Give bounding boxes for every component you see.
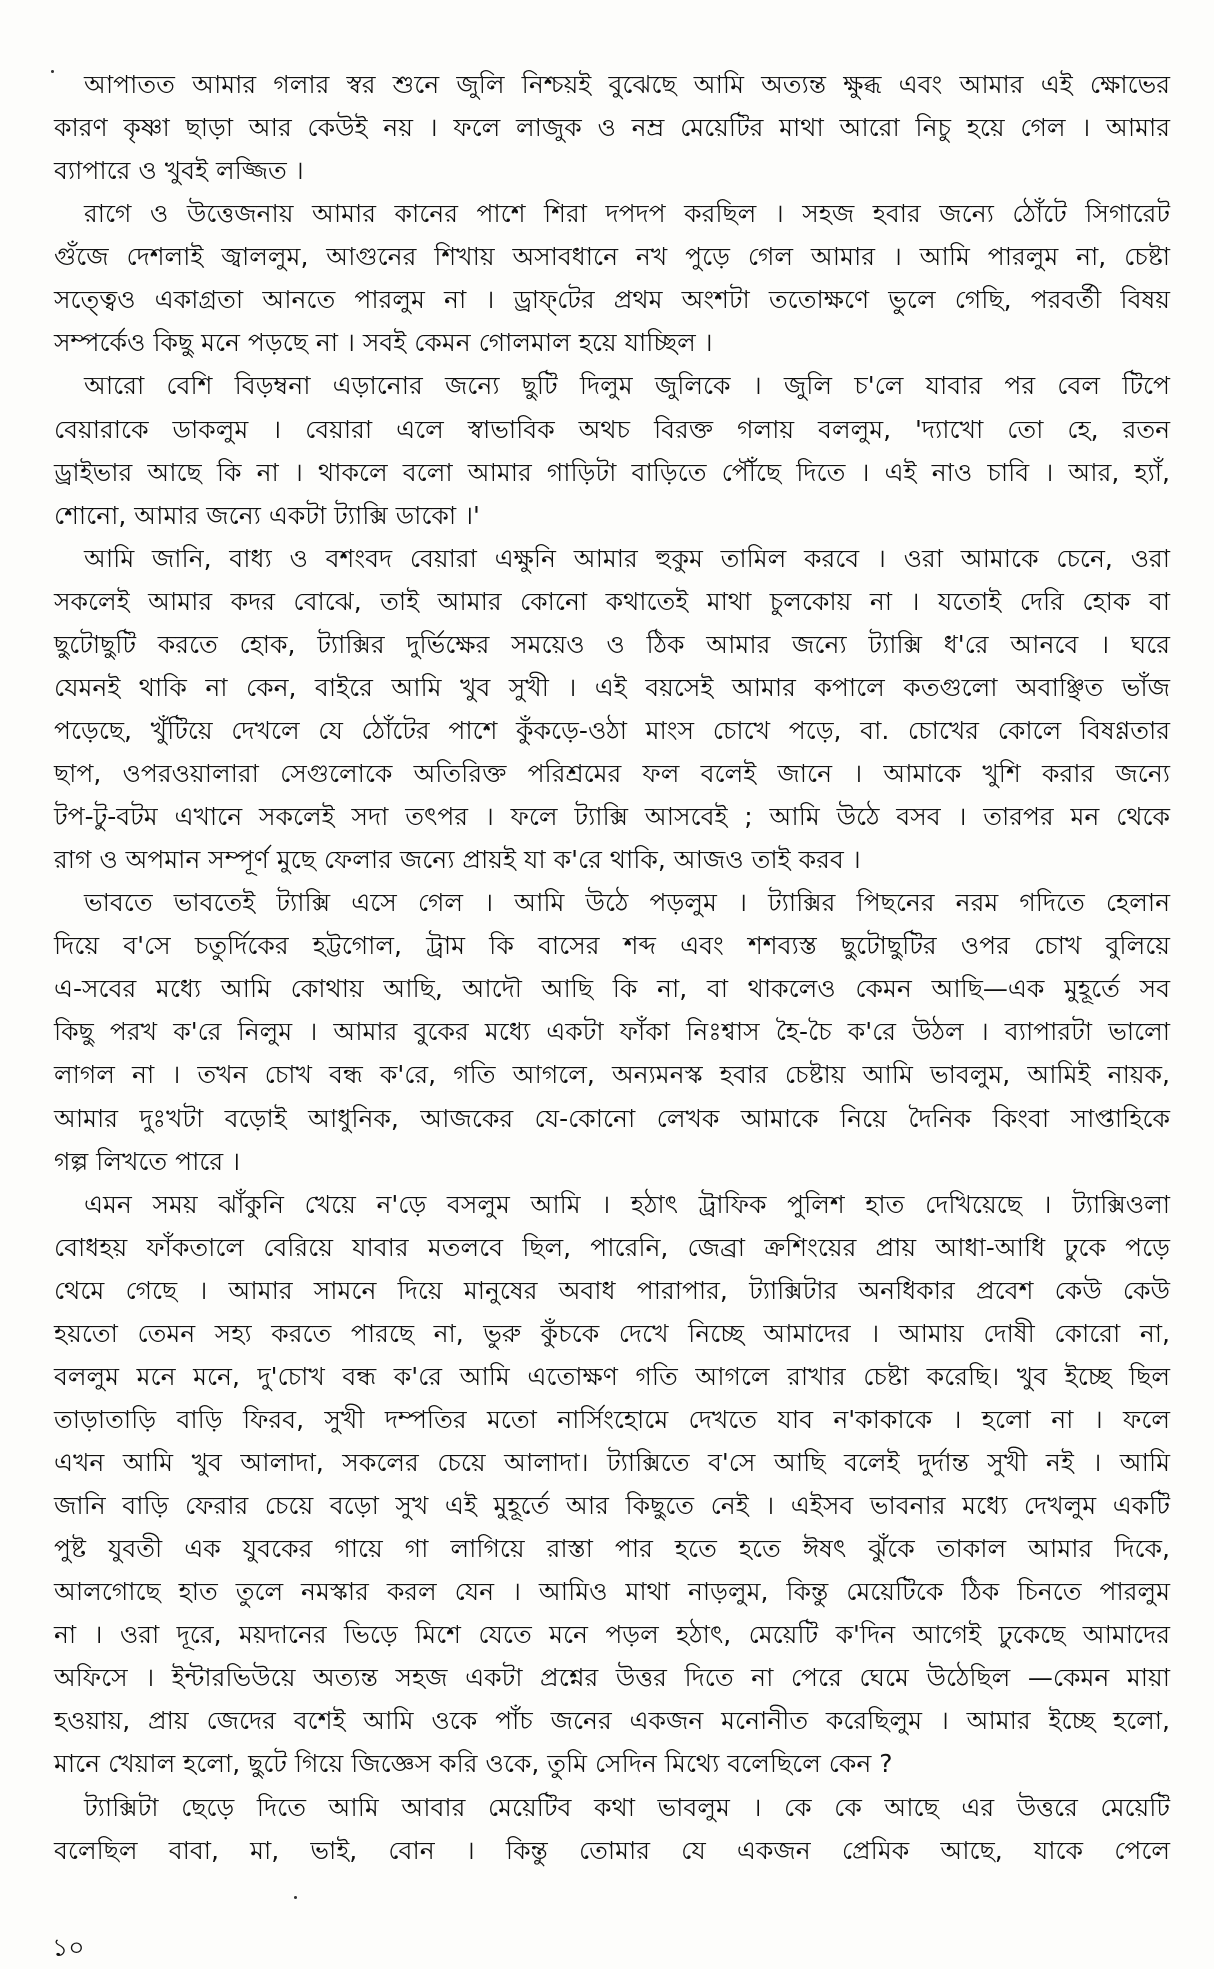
text-line: যেমনই থাকি না কেন, বাইরে আমি খুব সুখী । এই বয়সেই আমার কপালে কতগুলো অবাঞ্ছিত ভাঁজ: [54, 672, 1170, 702]
text-line: আরো বেশি বিড়ম্বনা এড়ানোর জন্যে ছুটি দিলুম জুলিকে । জুলি চ'লে যাবার পর বেল টিপে: [84, 371, 1170, 401]
text-line: ভাবতে ভাবতেই ট্যাক্সি এসে গেল । আমি উঠে পড়লুম । ট্যাক্সির পিছনের নরম গদিতে হেলান: [84, 888, 1170, 918]
text-line: কারণ কৃষ্ণা ছাড়া আর কেউই নয় । ফলে লাজুক ও নম্র মেয়েটির মাথা আরো নিচু হয়ে গেল । আমার: [54, 113, 1170, 143]
text-line: হয়তো তেমন সহ্য করতে পারছে না, ভুরু কুঁচকে দেখে নিচ্ছে আমাদের । আমায় দোষী কোরো না,: [54, 1318, 1170, 1348]
text-line: এ-সবের মধ্যে আমি কোথায় আছি, আদৌ আছি কি না, বা থাকলেও কেমন আছি—এক মুহূর্তে সব: [54, 974, 1170, 1004]
paragraph: [54, 881, 1170, 1182]
text-line: গুঁজে দেশলাই জ্বাললুম, আগুনের শিখায় অসাবধানে নখ পুড়ে গেল আমার । আমি পারলুম না, চেষ্টা: [54, 242, 1170, 272]
text-line: পুষ্ট যুবতী এক যুবকের গায়ে গা লাগিয়ে রাস্তা পার হতে হতে ঈষৎ ঝুঁকে তাকাল আমার দিকে,: [54, 1534, 1170, 1564]
scan-speck: [51, 70, 54, 73]
text-line: আমার দুঃখটা বড়োই আধুনিক, আজকের যে-কোনো লেখক আমাকে নিয়ে দৈনিক কিংবা সাপ্তাহিকে: [54, 1103, 1170, 1133]
text-line: শোনো, আমার জন্যে একটা ট্যাক্সি ডাকো ।': [54, 500, 480, 530]
text-line: বোধহয় ফাঁকতালে বেরিয়ে যাবার মতলবে ছিল, পারেনি, জেব্রা ক্রশিংয়ের প্রায় আধা-আধি ঢুকে পড়ে: [54, 1232, 1170, 1262]
text-line: আমি জানি, বাধ্য ও বশংবদ বেয়ারা এক্ষুনি আমার হুকুম তামিল করবে । ওরা আমাকে চেনে, ওরা: [84, 543, 1170, 573]
text-line: ড্রাইভার আছে কি না । থাকলে বলো আমার গাড়িটা বাড়িতে পৌঁছে দিতে । এই নাও চাবি । আর, হ্যাঁ,: [54, 457, 1170, 487]
paragraph: [54, 192, 1170, 364]
text-line: বেয়ারাকে ডাকলুম । বেয়ারা এলে স্বাভাবিক অথচ বিরক্ত গলায় বললুম, 'দ্যাখো তো হে, রতন: [54, 414, 1170, 444]
text-line: দিয়ে ব'সে চতুর্দিকের হট্টগোল, ট্রাম কি বাসের শব্দ এবং শশব্যস্ত ছুটোছুটির ওপর চোখ বুলিয়ে: [54, 931, 1170, 961]
text-line: হওয়ায়, প্রায় জেদের বশেই আমি ওকে পাঁচ জনের একজন মনোনীত করেছিলুম । আমার ইচ্ছে হলো,: [54, 1706, 1170, 1736]
text-line: এখন আমি খুব আলাদা, সকলের চেয়ে আলাদা। ট্যাক্সিতে ব'সে আছি বলেই দুর্দান্ত সুখী নই । আমি: [54, 1448, 1170, 1477]
text-line: টপ-টু-বটম এখানে সকলেই সদা তৎপর । ফলে ট্যাক্সি আসবেই ; আমি উঠে বসব । তারপর মন থেকে: [54, 802, 1170, 832]
text-line: বলেছিল বাবা, মা, ভাই, বোন । কিন্তু তোমার যে একজন প্রেমিক আছে, যাকে পেলে: [54, 1835, 1170, 1865]
paragraph: [54, 1786, 1170, 1872]
text-line: রাগ ও অপমান সম্পূর্ণ মুছে ফেলার জন্যে প্রায়ই যা ক'রে থাকি, আজও তাই করব ।: [54, 845, 861, 875]
text-line: ট্যাক্সিটা ছেড়ে দিতে আমি আবার মেয়েটিব কথা ভাবলুম । কে কে আছে এর উত্তরে মেয়েটি: [84, 1792, 1170, 1822]
text-line: সকলেই আমার কদর বোঝে, তাই আমার কোনো কথাতেই মাথা চুলকোয় না । যতোই দেরি হোক বা: [54, 586, 1170, 616]
paragraph: [54, 364, 1170, 536]
text-line: ব্যাপারে ও খুবই লজ্জিত ।: [54, 156, 304, 186]
text-line: আপাতত আমার গলার স্বর শুনে জুলি নিশ্চয়ই বুঝেছে আমি অত্যন্ত ক্ষুব্ধ এবং আমার এই ক্ষোভের: [84, 70, 1170, 99]
paragraph: [54, 537, 1170, 882]
text-line: রাগে ও উত্তেজনায় আমার কানের পাশে শিরা দপদপ করছিল । সহজ হবার জন্যে ঠোঁটে সিগারেট: [84, 199, 1170, 229]
text-line: আলগোছে হাত তুলে নমস্কার করল যেন । আমিও মাথা নাড়লুম, কিন্তু মেয়েটিকে ঠিক চিনতে পারলুম: [54, 1577, 1170, 1607]
text-line: অফিসে । ইন্টারভিউয়ে অত্যন্ত সহজ একটা প্রশ্নের উত্তর দিতে না পেরে ঘেমে উঠেছিল —কেমন মায়া: [54, 1663, 1170, 1693]
text-line: থেমে গেছে । আমার সামনে দিয়ে মানুষের অবাধ পারাপার, ট্যাক্সিটার অনধিকার প্রবেশ কেউ কেউ: [54, 1275, 1170, 1305]
text-line: কিছু পরখ ক'রে নিলুম । আমার বুকের মধ্যে একটা ফাঁকা নিঃশ্বাস হৈ-চৈ ক'রে উঠল । ব্যাপারটা ভালো: [54, 1017, 1170, 1047]
text-line: সত্ত্বেও একাগ্রতা আনতে পারলুম না । ড্রাফ্‌টের প্রথম অংশটা ততোক্ষণে ভুলে গেছি, পরবর্তী বিষয়: [54, 285, 1170, 315]
text-line: সম্পর্কেও কিছু মনে পড়ছে না । সবই কেমন গোলমাল হয়ে যাচ্ছিল ।: [54, 328, 713, 358]
text-line: লাগল না । তখন চোখ বন্ধ ক'রে, গতি আগলে, অন্যমনস্ক হবার চেষ্টায় আমি ভাবলুম, আমিই নায়ক,: [54, 1060, 1170, 1090]
page-number: ১০: [52, 1933, 85, 1962]
paragraph: [54, 1183, 1170, 1786]
text-line: জানি বাড়ি ফেরার চেয়ে বড়ো সুখ এই মুহূর্তে আর কিছুতে নেই । এইসব ভাবনার মধ্যে দেখলুম একটি: [54, 1491, 1170, 1521]
text-line: গল্প লিখতে পারে ।: [54, 1146, 241, 1176]
text-line: মানে খেয়াল হলো, ছুটে গিয়ে জিজ্ঞেস করি ওকে, তুমি সেদিন মিথ্যে বলেছিলে কেন ?: [54, 1749, 893, 1779]
text-line: বললুম মনে মনে, দু'চোখ বন্ধ ক'রে আমি এতোক্ষণ গতি আগলে রাখার চেষ্টা করেছি। খুব ইচ্ছে ছিল: [54, 1361, 1170, 1391]
body-text: [54, 63, 1170, 1872]
text-line: পড়েছে, খুঁটিয়ে দেখলে যে ঠোঁটের পাশে কুঁকড়ে-ওঠা মাংস চোখে পড়ে, বা. চোখের কোলে বিষণ্ণতার: [54, 715, 1170, 745]
paragraph: [54, 63, 1170, 192]
text-line: না । ওরা দূরে, ময়দানের ভিড়ে মিশে যেতে মনে পড়ল হঠাৎ, মেয়েটি ক'দিন আগেই ঢুকেছে আমাদের: [54, 1620, 1170, 1650]
text-line: ছুটোছুটি করতে হোক, ট্যাক্সির দুর্ভিক্ষের সময়েও ও ঠিক আমার জন্যে ট্যাক্সি ধ'রে আনবে । ঘরে: [54, 629, 1170, 659]
scan-speck: [294, 1896, 297, 1899]
text-line: এমন সময় ঝাঁকুনি খেয়ে ন'ড়ে বসলুম আমি । হঠাৎ ট্রাফিক পুলিশ হাত দেখিয়েছে । ট্যাক্সিওলা: [84, 1189, 1170, 1219]
text-line: তাড়াতাড়ি বাড়ি ফিরব, সুখী দম্পতির মতো নার্সিংহোমে দেখতে যাব ন'কাকাকে । হলো না । ফলে: [54, 1404, 1170, 1434]
text-line: ছাপ, ওপরওয়ালারা সেগুলোকে অতিরিক্ত পরিশ্রমের ফল বলেই জানে । আমাকে খুশি করার জন্যে: [54, 759, 1170, 788]
